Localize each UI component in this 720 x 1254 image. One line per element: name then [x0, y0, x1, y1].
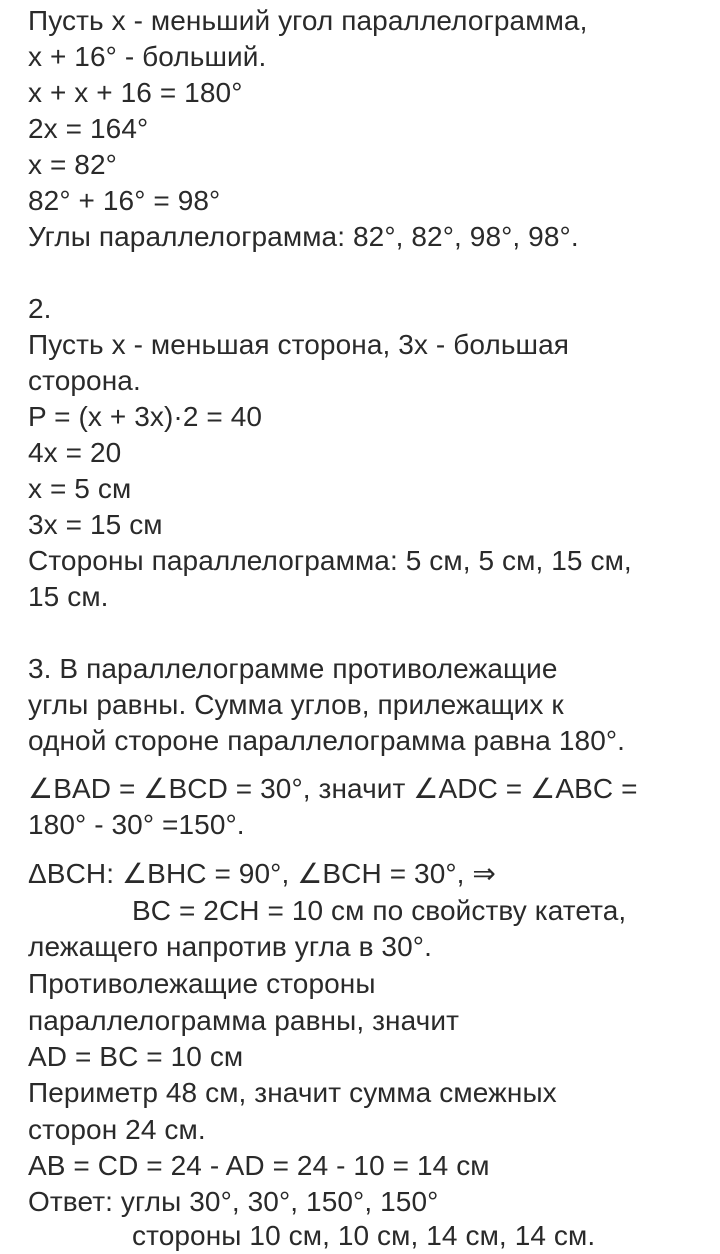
text-line: x + x + 16 = 180°	[28, 77, 243, 108]
text-line: параллелограмма равны, значит	[28, 1005, 460, 1036]
text-line: ΔBCH: ∠BHC = 90°, ∠BCH = 30°, ⇒	[28, 858, 496, 889]
text-line: 3. В параллелограмме противолежащие	[28, 653, 558, 684]
text-line: Пусть x - меньший угол параллелограмма,	[28, 5, 588, 36]
text-line: 180° - 30° =150°.	[28, 809, 245, 840]
text-line: 2x = 164°	[28, 113, 149, 144]
text-line: одной стороне параллелограмма равна 180°.	[28, 725, 626, 756]
text-line: Противолежащие стороны	[28, 968, 376, 999]
text-line: 15 см.	[28, 581, 109, 612]
text-line: углы равны. Сумма углов, прилежащих к	[28, 689, 564, 720]
text-line: сторона.	[28, 365, 141, 396]
text-line: x + 16° - больший.	[28, 41, 267, 72]
text-line: Углы параллелограмма: 82°, 82°, 98°, 98°.	[28, 221, 579, 252]
text-line: 82° + 16° = 98°	[28, 185, 221, 216]
text-line: AD = BC = 10 см	[28, 1041, 244, 1072]
text-line: стороны 10 см, 10 см, 14 см, 14 см.	[132, 1220, 596, 1251]
text-line: сторон 24 см.	[28, 1114, 206, 1145]
text-line: BC = 2CH = 10 см по свойству катета,	[132, 895, 627, 926]
text-line: Пусть x - меньшая сторона, 3x - большая	[28, 329, 570, 360]
text-line: ∠BAD = ∠BCD = 30°, значит ∠ADC = ∠ABC =	[28, 773, 638, 804]
text-line: P = (x + 3x)·2 = 40	[28, 401, 263, 432]
text-line: AB = CD = 24 - AD = 24 - 10 = 14 см	[28, 1150, 490, 1181]
text-line: Ответ: углы 30°, 30°, 150°, 150°	[28, 1186, 439, 1217]
text-line: 4x = 20	[28, 437, 122, 468]
text-line: лежащего напротив угла в 30°.	[28, 931, 432, 962]
text-line: 2.	[28, 293, 52, 324]
text-line: Периметр 48 см, значит сумма смежных	[28, 1077, 557, 1108]
text-line: x = 82°	[28, 149, 117, 180]
text-line: x = 5 см	[28, 473, 132, 504]
text-line: 3x = 15 см	[28, 509, 163, 540]
text-line: Стороны параллелограмма: 5 см, 5 см, 15 см,	[28, 545, 632, 576]
